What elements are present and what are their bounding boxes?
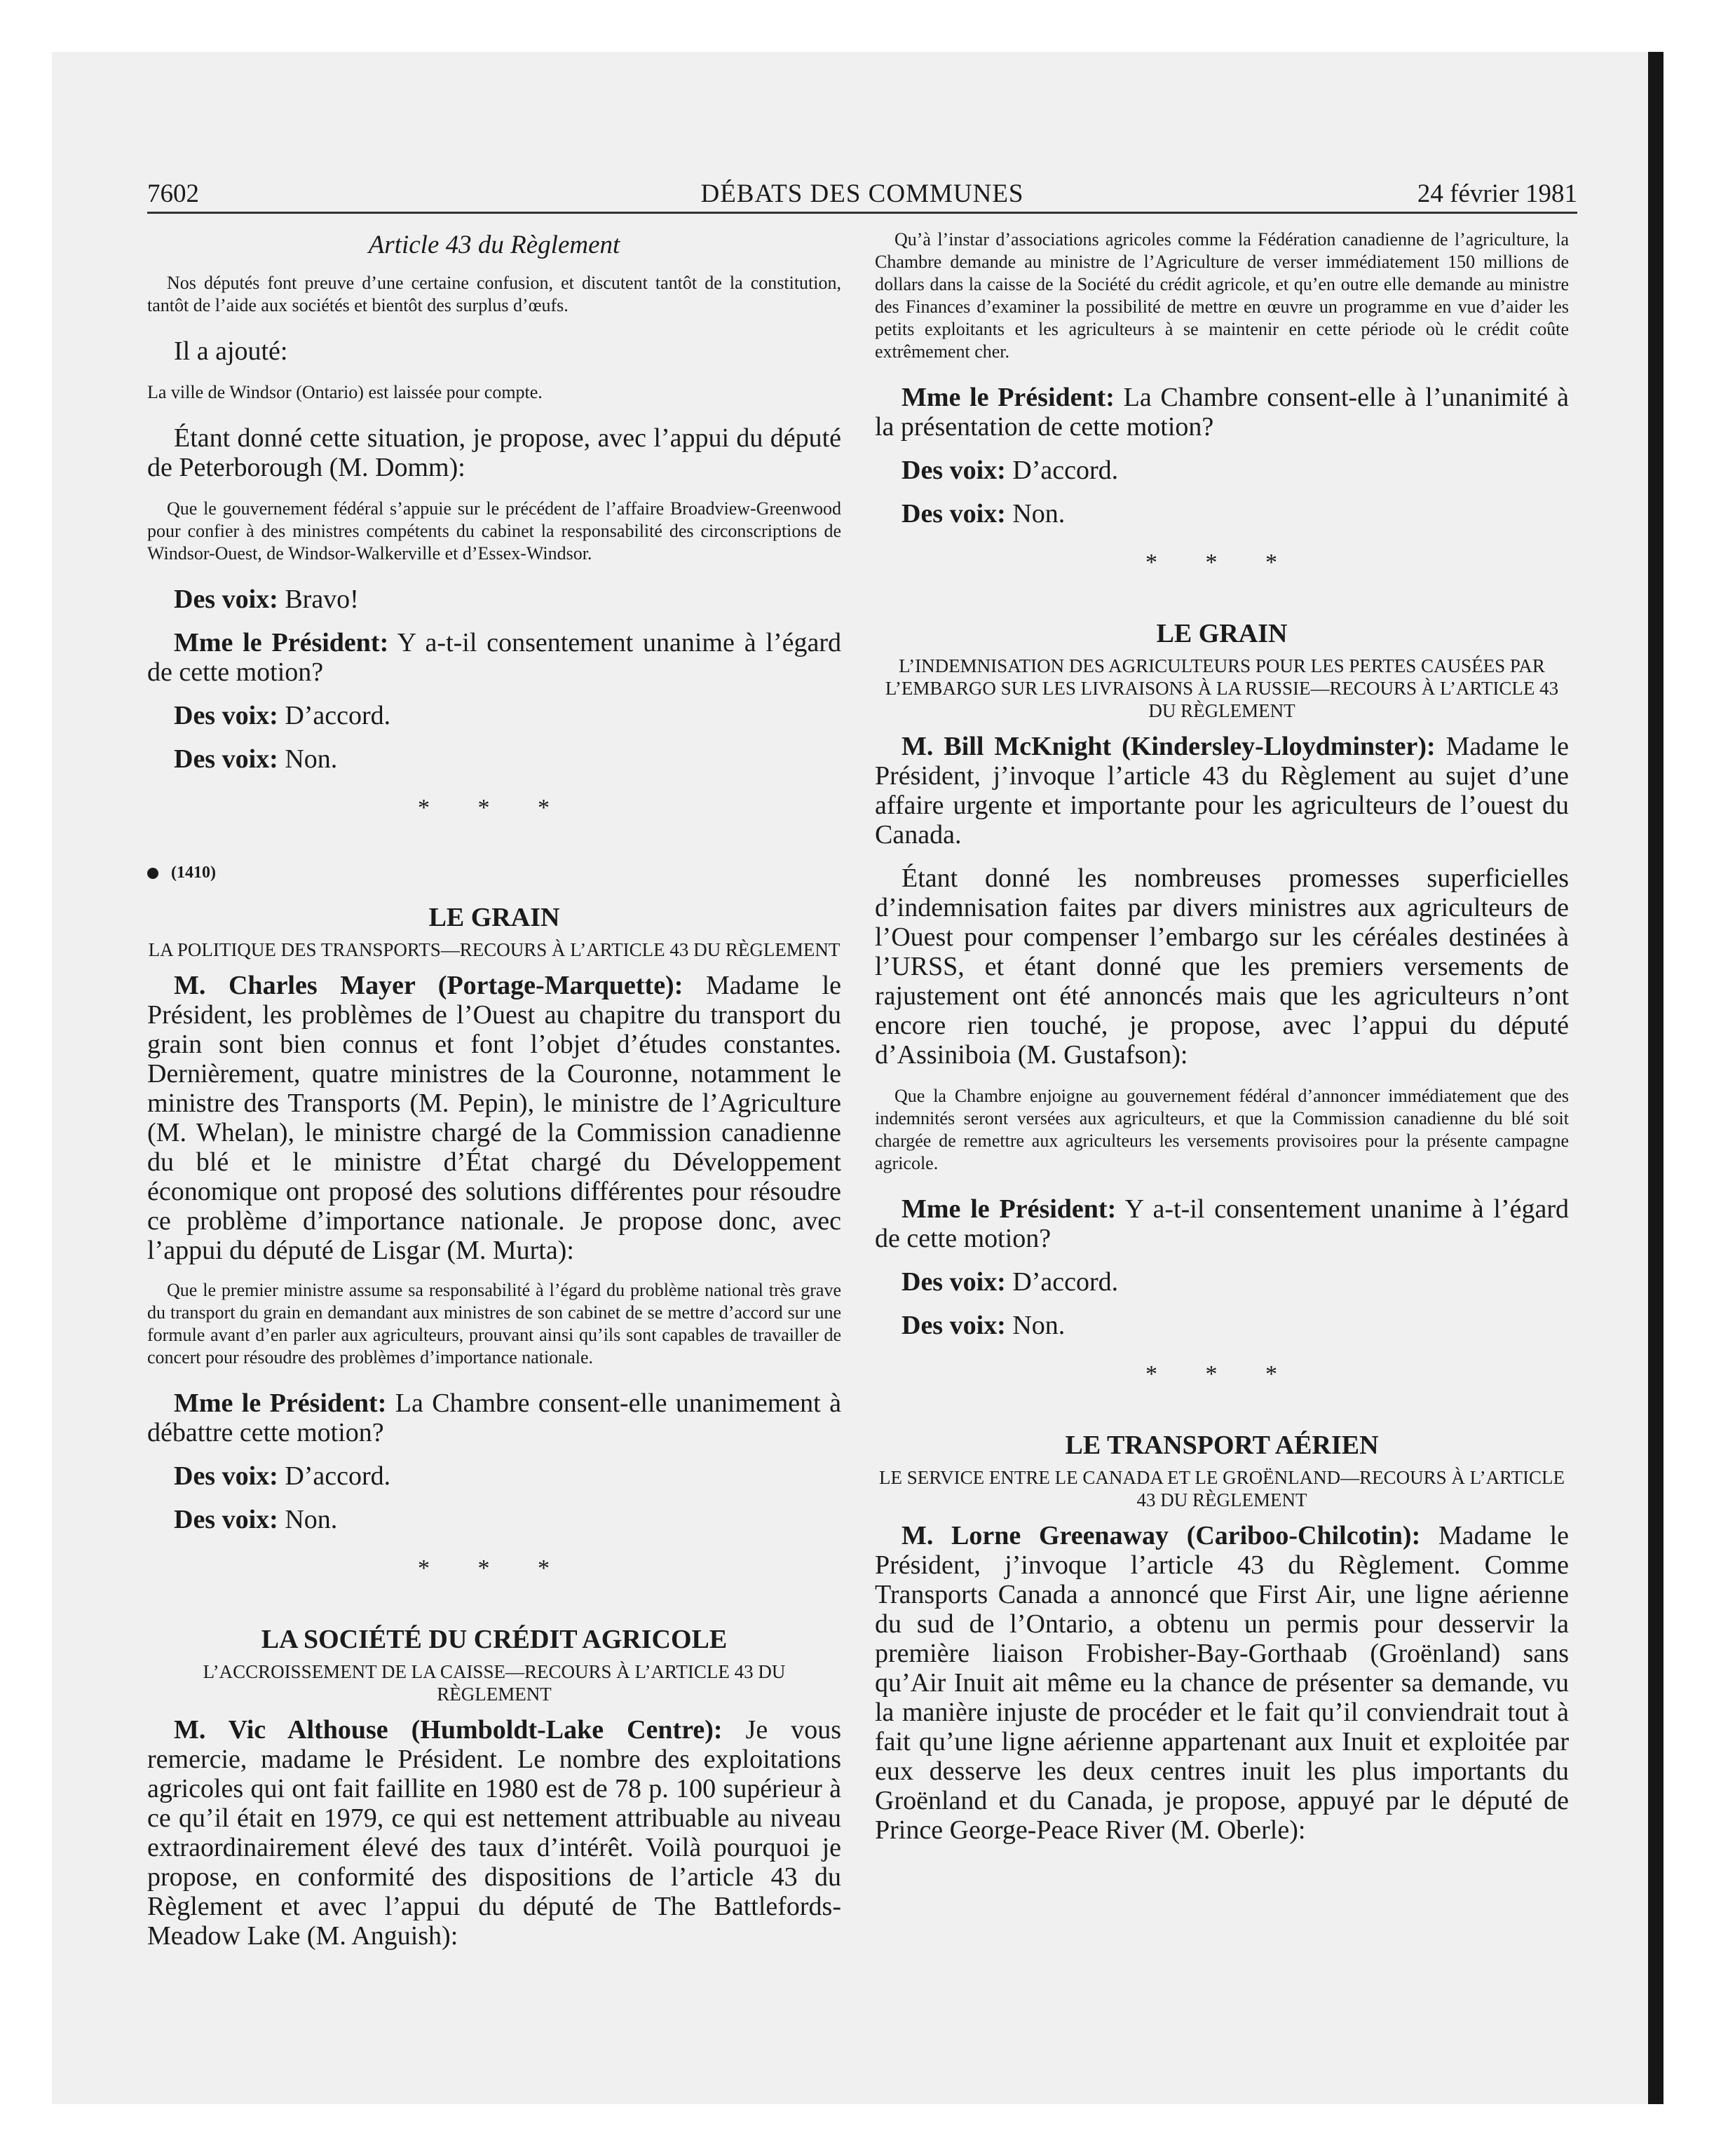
speaker: M. Bill McKnight (Kindersley-Lloydminster): — [901, 732, 1436, 761]
section-separator: * * * — [1145, 550, 1298, 575]
page-number: 7602 — [147, 179, 199, 208]
speaker: Des voix: — [174, 744, 278, 774]
speech — [147, 701, 841, 730]
speaker: M. Lorne Greenaway (Cariboo-Chilcotin): — [901, 1521, 1421, 1550]
speech-text: Madame le Président, j’invoque l’article 43 du Règlement au sujet d’une affaire urgente et importante pour les agriculteurs de l’ouest du Canada. — [875, 732, 1570, 850]
time-marker — [147, 864, 841, 882]
section-separator: * * * — [418, 1555, 571, 1581]
speech-text: Y a-t-il consentement unanime à l’égard de cette motion? — [147, 628, 841, 687]
speech — [875, 1194, 1569, 1253]
speech — [875, 499, 1569, 528]
right-column — [875, 228, 1569, 1859]
speech — [147, 971, 841, 1265]
section-separator: * * * — [418, 795, 571, 821]
speaker: Des voix: — [174, 1505, 278, 1534]
speaker: Mme le Président: — [901, 1194, 1117, 1224]
page-header — [147, 177, 1577, 214]
scan-edge — [1648, 52, 1663, 2104]
publication-title: DÉBATS DES COMMUNES — [700, 179, 1024, 208]
speaker: Des voix: — [174, 585, 278, 614]
paragraph: Étant donné les nombreuses promesses superficielles d’indemnisation faites par divers ministres aux agriculteurs de l’Ouest pour compenser l’embargo sur les céréales destinées à l’URSS, et étant donné que les premiers versements de rajustement ont été annoncés mais que les agriculteurs n’ont encore rien touché, je propose, avec l’appui du député d’Assiniboia (M. Gustafson): — [875, 864, 1569, 1070]
speech-text: D’accord. — [285, 701, 391, 730]
speaker: Des voix: — [174, 701, 278, 730]
section-separator: * * * — [1145, 1361, 1298, 1387]
speech — [147, 1389, 841, 1447]
section-subtitle: LE SERVICE ENTRE LE CANADA ET LE GROËNLAND—RECOURS À L’ARTICLE 43 DU RÈGLEMENT — [879, 1467, 1565, 1510]
speech-text: D’accord. — [285, 1461, 391, 1491]
speech-text: Non. — [1012, 499, 1066, 528]
speech — [147, 1461, 841, 1491]
speech — [875, 1311, 1569, 1340]
motion-text: Que le premier ministre assume sa responsabilité à l’égard du problème national très grave du transport du grain en demandant aux ministres de son cabinet de se mettre d’accord sur une formule avant d’en parler aux agriculteurs, prouvant ainsi qu’ils sont capables de travailler de concert pour résoudre des problèmes d’importance nationale. — [147, 1280, 841, 1367]
quote-paragraph: La ville de Windsor (Ontario) est laissée pour compte. — [147, 382, 543, 402]
speaker: Des voix: — [901, 456, 1006, 485]
motion-text: Qu’à l’instar d’associations agricoles comme la Fédération canadienne de l’agriculture, la Chambre demande au ministre de l’Agriculture de verser immédiatement 150 millions de dollars dans la caisse de la Société du crédit agricole, et qu’en outre elle demande au ministre des Finances d’examiner la possibilité de mettre en œuvre un programme en vue d’aider les petits exploitants et les agriculteurs à se maintenir en cette période où le crédit coûte extrêmement cher. — [875, 229, 1569, 362]
speaker: Mme le Président: — [174, 628, 389, 657]
speaker: M. Charles Mayer (Portage-Marquette): — [174, 971, 683, 1000]
speech-text: Bravo! — [285, 585, 359, 614]
paragraph: Étant donné cette situation, je propose, avec l’appui du député de Peterborough (M. Domm): — [147, 423, 841, 482]
speech — [875, 456, 1569, 485]
bullet-icon — [147, 868, 158, 879]
speech — [147, 585, 841, 614]
speech — [147, 744, 841, 774]
speech — [147, 1505, 841, 1534]
speech-text: Non. — [285, 744, 338, 774]
quote-paragraph: Nos députés font preuve d’une certaine confusion, et discutent tantôt de la constitution, tantôt de l’aide aux sociétés et bientôt des surplus d’œufs. — [147, 273, 841, 315]
rule-title: Article 43 du Règlement — [368, 231, 620, 259]
speech-text: D’accord. — [1012, 456, 1119, 485]
section-subtitle: L’ACCROISSEMENT DE LA CAISSE—RECOURS À L’ARTICLE 43 DU RÈGLEMENT — [203, 1661, 786, 1705]
speech — [875, 1521, 1569, 1845]
speech — [875, 732, 1569, 850]
speech-text: Y a-t-il consentement unanime à l’égard de cette motion? — [875, 1194, 1569, 1253]
page-date: 24 février 1981 — [1417, 179, 1577, 208]
section-subtitle: LA POLITIQUE DES TRANSPORTS—RECOURS À L’ARTICLE 43 DU RÈGLEMENT — [148, 939, 841, 960]
section-title: LE GRAIN — [1156, 619, 1288, 648]
paragraph: Il a ajouté: — [174, 336, 288, 366]
speech — [147, 628, 841, 687]
speech-text: Je vous remercie, madame le Président. Le nombre des exploitations agricoles qui ont fait faillite en 1980 est de 78 p. 100 supérieur à ce qu’il était en 1979, ce qui est nettement attribuable au niveau extraordinairement élevé des taux d’intérêt. Voilà pourquoi je propose, en conformité des dispositions de l’article 43 du Règlement et avec l’appui du député de The Battlefords-Meadow Lake (M. Anguish): — [147, 1715, 841, 1951]
speech-text: Non. — [1012, 1311, 1066, 1340]
speech-text: La Chambre consent-elle unanimement à débattre cette motion? — [147, 1389, 841, 1447]
motion-text: Que le gouvernement fédéral s’appuie sur le précédent de l’affaire Broadview-Greenwood pour confier à des ministres compétents du cabinet la responsabilité des circonscriptions de Windsor-Ouest, de Windsor-Walkerville et d’Essex-Windsor. — [147, 498, 841, 564]
speech-text: Non. — [285, 1505, 338, 1534]
speaker: M. Vic Althouse (Humboldt-Lake Centre): — [174, 1715, 723, 1745]
speech — [875, 1267, 1569, 1297]
speech-text: Madame le Président, les problèmes de l’Ouest au chapitre du transport du grain sont bien connus et font l’objet d’études constantes. Dernièrement, quatre ministres de la Couronne, notamment le ministre des Transports (M. Pepin), le ministre de l’Agriculture (M. Whelan), le ministre chargé de la Commission canadienne du blé et le ministre d’État chargé du Développement économique ont proposé des solutions différentes pour résoudre ce problème d’importance nationale. Je propose donc, avec l’appui du député de Lisgar (M. Murta): — [147, 971, 841, 1265]
time-stamp: (1410) — [171, 864, 216, 882]
speech-text: Madame le Président, j’invoque l’article 43 du Règlement. Comme Transports Canada a annoncé que First Air, une ligne aérienne du sud de l’Ontario, a obtenu un permis pour desservir la première liaison Frobisher-Bay-Gorthaab (Groënland) sans qu’Air Inuit ait même eu la chance de présenter sa demande, vu la manière injuste de procéder et le fait qu’il conviendrait tout à fait qu’une ligne aérienne appartenant aux Inuit et exploitée par eux desserve les deux centres inuit les plus importants du Groënland et du Canada, je propose, appuyé par le député de Prince George-Peace River (M. Oberle): — [875, 1521, 1569, 1845]
section-title: LE GRAIN — [428, 903, 560, 932]
speaker: Des voix: — [174, 1461, 278, 1491]
section-subtitle: L’INDEMNISATION DES AGRICULTEURS POUR LES PERTES CAUSÉES PAR L’EMBARGO SUR LES LIVRAISONS À LA RUSSIE—RECOURS À L’ARTICLE 43 DU RÈGLEMENT — [885, 655, 1559, 721]
speech — [875, 383, 1569, 442]
speech-text: La Chambre consent-elle à l’unanimité à la présentation de cette motion? — [875, 383, 1570, 442]
speaker: Mme le Président: — [901, 383, 1115, 412]
speaker: Des voix: — [901, 1311, 1006, 1340]
speaker: Des voix: — [901, 499, 1006, 528]
speaker: Des voix: — [901, 1267, 1006, 1297]
section-title: LE TRANSPORT AÉRIEN — [1065, 1431, 1379, 1460]
motion-text: Que la Chambre enjoigne au gouvernement fédéral d’annoncer immédiatement que des indemnités seront versées aux agriculteurs, et que la Commission canadienne du blé soit chargée de remettre aux agriculteurs les versements provisoires pour la présente campagne agricole. — [875, 1086, 1569, 1173]
speech-text: D’accord. — [1012, 1267, 1119, 1297]
speech — [147, 1715, 841, 1951]
section-title: LA SOCIÉTÉ DU CRÉDIT AGRICOLE — [261, 1625, 728, 1654]
left-column — [147, 228, 841, 1965]
speaker: Mme le Président: — [174, 1389, 387, 1418]
